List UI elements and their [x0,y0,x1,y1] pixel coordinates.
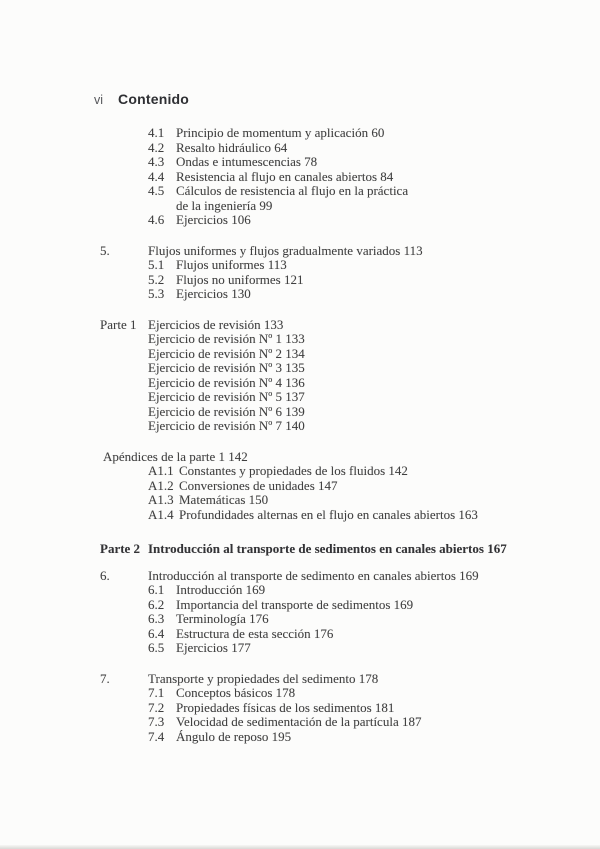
toc-entry-text: Ondas e intumescencias 78 [176,154,318,169]
scan-bottom-edge [0,845,600,849]
toc-entry-text: Terminología 176 [176,611,269,626]
parte-1-section [100,318,582,434]
toc-entry [100,701,582,716]
toc-entry-number: 7.3 [148,714,165,729]
toc-entry: Ejercicio de revisión Nº 3 135 [148,360,305,375]
toc-entry [100,141,582,156]
toc-entry [100,493,582,508]
toc-entry-text: Ejercicios 177 [176,640,251,655]
toc-entry-number: 6.5 [148,640,165,655]
chapter-title: Transporte y propiedades del sedimento 178 [148,670,379,686]
chapter-title: Introducción al transporte de sedimento en canales abiertos 169 [148,567,479,583]
toc-entry-number: 4.5 [148,183,165,198]
toc-entry-number: 5.1 [148,257,165,272]
toc-entry-text: Ejercicios 130 [176,286,251,301]
running-head [94,92,189,108]
chapter-number: 5. [100,242,110,258]
part-label: Parte 1 [100,316,137,332]
chapter-title: Flujos uniformes y flujos gradualmente variados 113 [148,242,423,258]
appendix-heading: Apéndices de la parte 1 142 [103,448,248,464]
toc-entry-continuation: de la ingeniería 99 [176,197,273,213]
toc-entry [100,126,582,141]
page-title: Contenido [118,91,190,107]
toc-entry-text: Importancia del transporte de sedimentos 169 [176,596,414,612]
toc-entry [100,715,582,730]
toc-entry-text: Introducción 169 [176,582,266,597]
toc-entry-number: A1.1 [148,463,174,478]
toc-entry-text: Conversiones de unidades 147 [179,477,338,493]
chapter-heading [100,244,582,259]
toc-entry [100,464,582,479]
part-title: Ejercicios de revisión 133 [148,316,284,332]
toc-entry-number: 6.4 [148,625,165,641]
toc-entry [100,213,582,228]
toc-entry-number: 4.2 [148,139,165,155]
toc-entry-number: A1.2 [148,477,174,493]
chapter-5-section [100,244,582,302]
toc-entry [100,258,582,273]
toc-entry [100,184,582,199]
toc-entry-number: 4.1 [148,125,165,140]
chapter-heading [100,672,582,687]
part-label: Parte 2 [100,541,141,556]
toc-entry-number: 5.3 [148,286,165,301]
toc-entry: Ejercicio de revisión Nº 5 137 [148,389,305,404]
toc-entry-text: Matemáticas 150 [179,492,269,507]
toc-entry-text: Ángulo de reposo 195 [176,728,292,744]
chapter-number: 7. [100,670,110,686]
toc-entry [100,155,582,170]
toc-entry-number: 6.1 [148,582,165,597]
chapter-heading [100,569,582,584]
toc-entry-number: 7.2 [148,699,165,715]
toc-entry: Ejercicio de revisión Nº 7 140 [148,418,305,433]
toc-entry-number: 6.3 [148,611,165,626]
part-heading [100,318,582,333]
toc-entry-text: Velocidad de sedimentación de la partícula 187 [176,714,422,729]
part-title: Introducción al transporte de sedimentos en canales abiertos 167 [148,541,507,556]
toc-entry: Ejercicio de revisión Nº 1 133 [148,331,305,346]
page-number: vi [94,93,104,107]
toc-entry-text: Flujos no uniformes 121 [176,271,304,287]
toc-entry [100,170,582,185]
toc-entry-text: Ejercicios 106 [176,212,251,227]
toc-entry-text: Estructura de esta sección 176 [176,625,334,641]
toc-entry-text: Resistencia al flujo en canales abiertos 84 [176,168,394,184]
toc-entry-text: Propiedades físicas de los sedimentos 181 [176,699,395,715]
toc-entry-number: 5.2 [148,271,165,287]
toc-entry: Ejercicio de revisión Nº 2 134 [148,345,305,361]
toc-entry-text: Cálculos de resistencia al flujo en la práctica [176,183,409,198]
chapter-7-section [100,672,582,745]
toc-entry-text: Profundidades alternas en el flujo en canales abiertos 163 [179,506,478,522]
toc-entry [100,287,582,302]
toc-entry-number: 6.2 [148,596,165,612]
toc-entry-number: 7.4 [148,728,165,744]
toc-entry [100,686,582,701]
chapter-4-section [100,126,582,228]
toc-entry-number: 7.1 [148,685,165,700]
toc-entry: Ejercicio de revisión Nº 4 136 [148,374,305,390]
toc-entry-text: Constantes y propiedades de los fluidos 142 [179,463,408,478]
toc-entry-text: Resalto hidráulico 64 [176,139,288,155]
toc-entry [100,479,582,494]
toc-entry-number: 4.6 [148,212,165,227]
parte-2-section [100,542,582,557]
chapter-number: 6. [100,567,110,583]
toc-entry [100,598,582,613]
toc-entry-text: Conceptos básicos 178 [176,685,296,700]
toc-entry [100,730,582,745]
toc-entry [100,508,582,523]
toc-entry-text: Principio de momentum y aplicación 60 [176,125,385,140]
toc-entry [100,612,582,627]
chapter-6-section [100,569,582,656]
toc-entry [100,627,582,642]
toc-entry [100,583,582,598]
apendices-section [100,450,582,523]
toc-entry-number: A1.4 [148,506,174,522]
toc-entry-number: A1.3 [148,492,174,507]
toc-entry-number: 4.3 [148,154,165,169]
toc-entry: Ejercicio de revisión Nº 6 139 [148,403,305,419]
table-of-contents [100,126,582,744]
part-heading [100,542,582,557]
toc-entry-text: Flujos uniformes 113 [176,257,287,272]
toc-entry-number: 4.4 [148,168,165,184]
toc-entry [100,641,582,656]
toc-entry [100,273,582,288]
